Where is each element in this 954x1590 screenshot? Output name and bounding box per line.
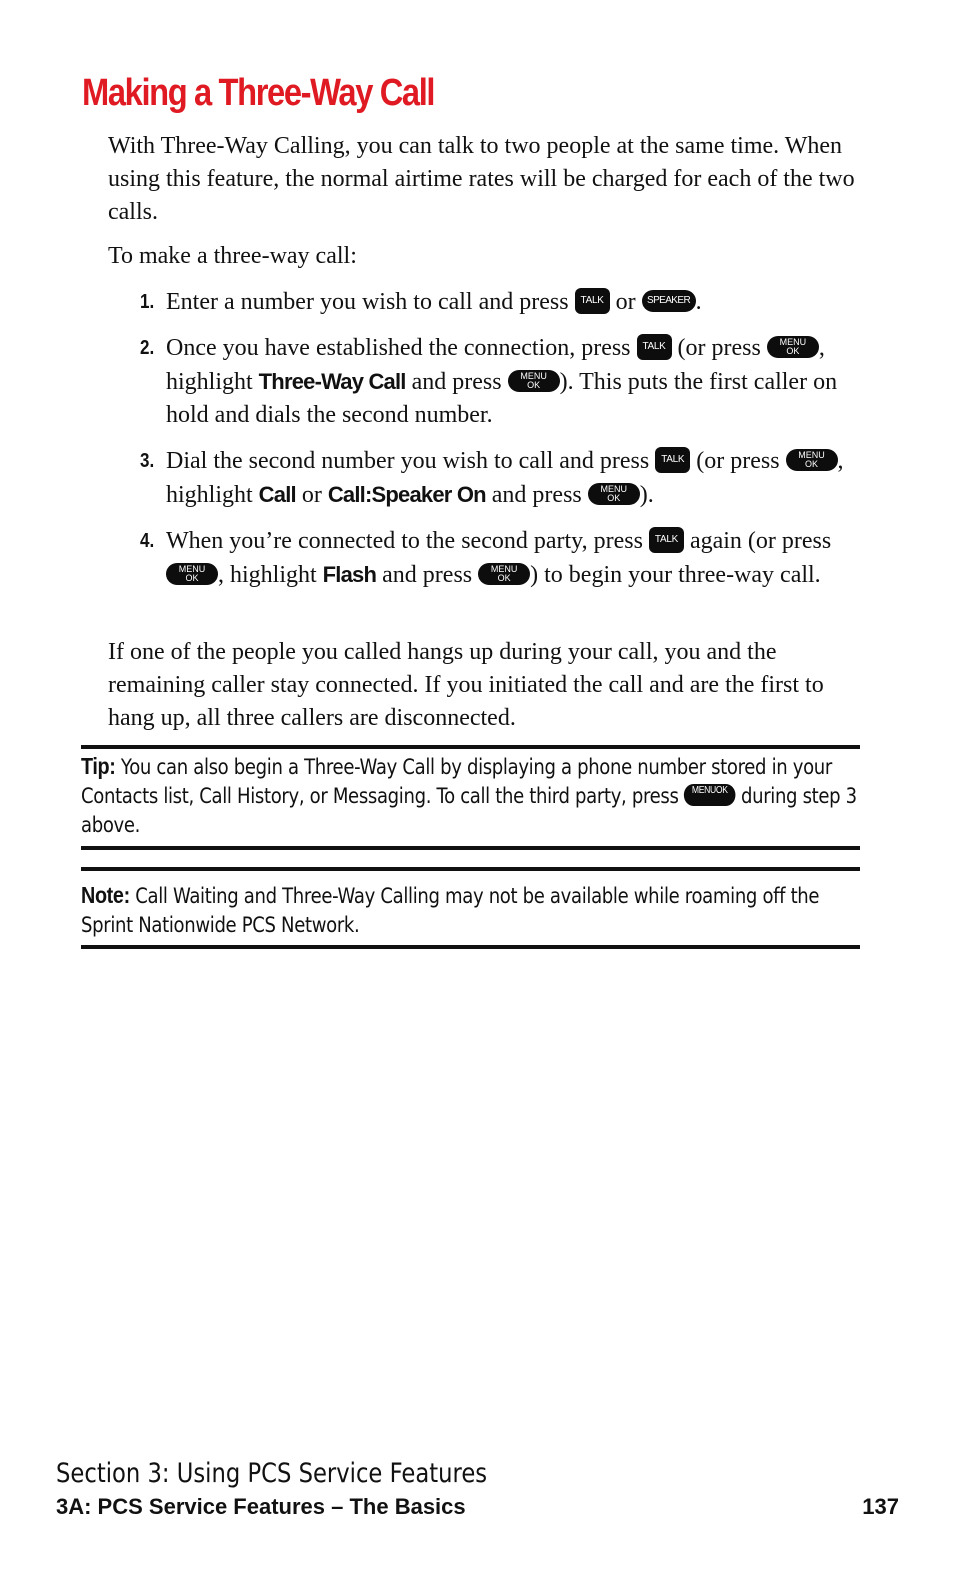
tip-top-rule xyxy=(81,745,860,749)
step-text-part: ). This puts the first caller on hold and dials the second number. xyxy=(166,369,838,428)
step-text-part: When you’re connected to the second party, press xyxy=(166,528,643,554)
menu-key-bottom-label: OK xyxy=(497,573,511,584)
menu-key-bottom-label: OK xyxy=(607,493,621,504)
talk-key-icon: TALK xyxy=(637,334,672,360)
step-3 xyxy=(140,445,868,512)
step-text-part: or xyxy=(615,289,636,315)
step-text-part: and press xyxy=(411,369,502,395)
menu-key-bottom-label: OK xyxy=(715,785,728,796)
menu-key-top-label: MENU xyxy=(779,337,807,348)
step-2 xyxy=(140,332,868,432)
menu-key-bottom-label: OK xyxy=(527,380,541,391)
step-4 xyxy=(140,525,868,592)
menu-key-top-label: MENU xyxy=(600,484,628,495)
page-number: 137 xyxy=(862,1494,899,1519)
step-number: 1. xyxy=(140,291,155,313)
step-text xyxy=(166,445,868,512)
talk-key-icon: TALK xyxy=(655,447,690,473)
footer-bar xyxy=(56,1494,899,1520)
menu-key-bottom-label: OK xyxy=(805,459,819,470)
step-number: 4. xyxy=(140,530,155,552)
step-text-part: Enter a number you wish to call and press xyxy=(166,289,569,315)
intro-paragraph: With Three-Way Calling, you can talk to two people at the same time. When using this feature, the normal airtime rates will be charged for each of the two calls. xyxy=(108,133,855,225)
note-box xyxy=(81,881,860,940)
tip-text: You can also begin a Three-Way Call by displaying a phone number stored in your Contacts list, Call History, or Messaging. To call the third party, press xyxy=(81,755,832,808)
step-text-part: , highlight xyxy=(218,562,317,588)
step-text-part: , highlight xyxy=(166,335,825,395)
step-text-part: . xyxy=(695,289,702,315)
step-number: 2. xyxy=(140,337,155,359)
step-text-part: and press xyxy=(491,482,582,508)
menu-key-top-label: MENU xyxy=(691,785,716,796)
menu-option-label: Call:Speaker On xyxy=(327,482,486,507)
step-text-part: Once you have established the connection, press xyxy=(166,335,631,361)
talk-key-icon: TALK xyxy=(575,288,610,314)
footer-chapter: 3A: PCS Service Features – The Basics xyxy=(56,1494,466,1519)
menu-ok-key-icon xyxy=(508,370,560,392)
steps-lead-in: To make a three-way call: xyxy=(108,243,357,269)
step-text-part: Dial the second number you wish to call and press xyxy=(166,448,650,474)
menu-ok-key-icon xyxy=(684,784,736,806)
tip-bottom-rule xyxy=(81,846,860,850)
step-text-part: ). xyxy=(639,482,654,508)
menu-key-bottom-label: OK xyxy=(786,346,800,357)
menu-ok-key-icon xyxy=(588,483,640,505)
menu-ok-key-icon xyxy=(767,336,819,358)
note-top-rule xyxy=(81,867,860,871)
step-text-part: and press xyxy=(382,562,473,588)
step-number: 3. xyxy=(140,450,155,472)
step-text-part: again (or press xyxy=(689,528,832,554)
menu-key-top-label: MENU xyxy=(798,450,825,461)
menu-ok-key-icon xyxy=(786,449,838,471)
menu-key-top-label: MENU xyxy=(178,564,206,575)
step-1 xyxy=(140,286,868,319)
menu-ok-key-icon xyxy=(478,563,530,585)
tip-label: Tip: xyxy=(81,753,116,779)
note-label: Note: xyxy=(81,882,130,908)
step-text-part: ) to begin your three-way call. xyxy=(530,562,821,588)
footer-section-title: Section 3: Using PCS Service Features xyxy=(56,1458,488,1489)
step-text-part: (or press xyxy=(677,335,761,361)
tip-box xyxy=(81,752,860,840)
page-title: Making a Three-Way Call xyxy=(82,72,435,114)
step-text-part: , highlight xyxy=(166,448,844,508)
menu-option-label: Call xyxy=(258,482,296,507)
step-text-part: (or press xyxy=(696,448,780,474)
menu-option-label: Flash xyxy=(322,562,377,587)
tip-text-end: during step 3 above. xyxy=(81,784,857,837)
note-text: Call Waiting and Three-Way Calling may not be available while roaming off the Sprint Nationwide PCS Network. xyxy=(81,884,820,937)
note-bottom-rule xyxy=(81,945,860,949)
menu-key-bottom-label: OK xyxy=(185,573,199,584)
menu-key-top-label: MENU xyxy=(520,371,547,382)
menu-key-top-label: MENU xyxy=(490,564,518,575)
menu-option-label: Three-Way Call xyxy=(258,369,406,394)
talk-key-icon: TALK xyxy=(649,527,684,553)
closing-paragraph: If one of the people you called hangs up during your call, you and the remaining caller stay connected. If you initiated the call and are the first to hang up, all three callers are disconnected. xyxy=(108,639,824,731)
step-text xyxy=(166,286,868,319)
menu-ok-key-icon xyxy=(166,563,218,585)
step-text-part: or xyxy=(301,482,322,508)
step-text xyxy=(166,332,868,432)
speaker-key-icon: SPEAKER xyxy=(642,290,696,312)
step-text xyxy=(166,525,868,592)
